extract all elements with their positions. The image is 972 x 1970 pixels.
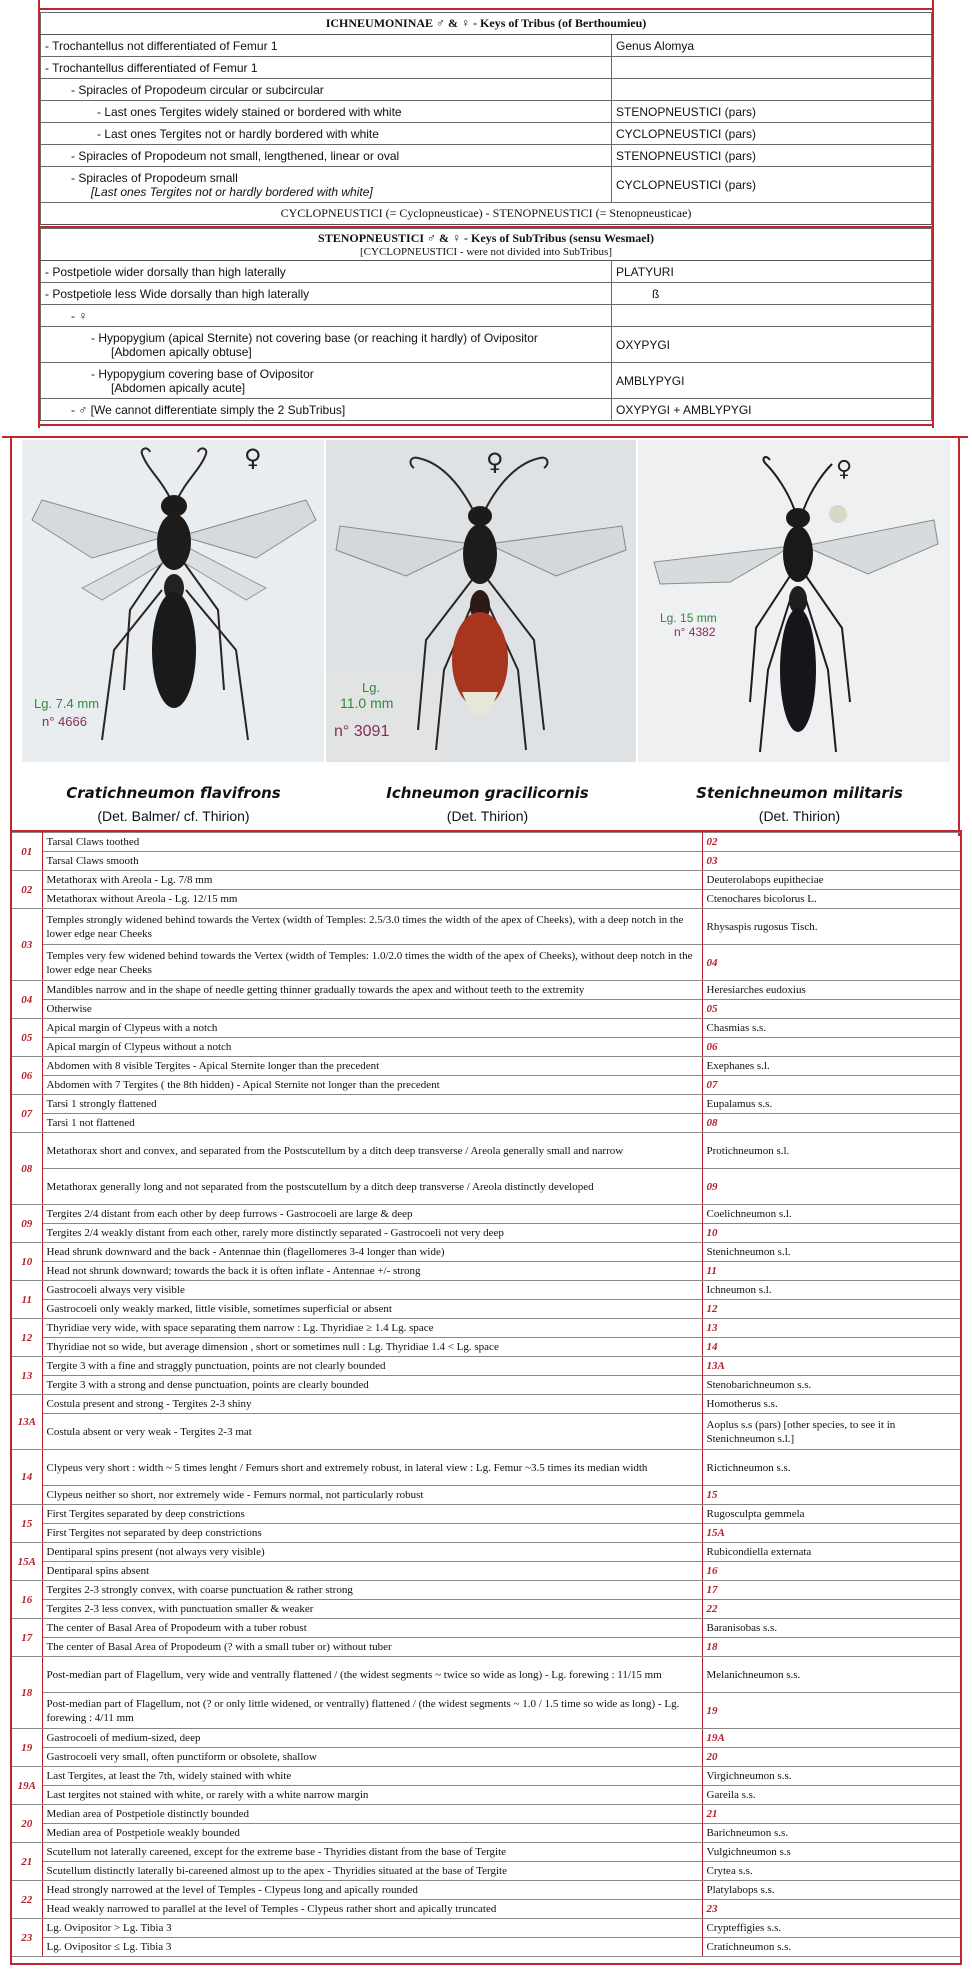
taxon-result: Crypteffigies s.s. — [702, 1919, 960, 1938]
key-result: AMBLYPYGI — [612, 363, 932, 399]
couplet-description: Mandibles narrow and in the shape of needle getting thinner gradually towards the apex and without teeth to the extremity — [42, 981, 702, 1000]
key-row — [12, 1786, 960, 1805]
couplet-lead-number: 16 — [702, 1562, 960, 1581]
couplet-description: Abdomen with 7 Tergites ( the 8th hidden) - Apical Sternite not longer than the precedent — [42, 1076, 702, 1095]
right-red-rule — [932, 0, 934, 428]
couplet-lead-number: 13 — [702, 1319, 960, 1338]
length-value: 11.0 mm — [340, 695, 394, 711]
couplet-description: Tarsi 1 strongly flattened — [42, 1095, 702, 1114]
key-result: STENOPNEUSTICI (pars) — [612, 101, 932, 123]
key-row — [12, 871, 960, 890]
key-row — [12, 1524, 960, 1543]
key-row — [12, 909, 960, 945]
key-note: [Last ones Tergites not or hardly bordered with white] — [91, 184, 373, 199]
table-row — [41, 145, 932, 167]
couplet-description: Lg. Ovipositor > Lg. Tibia 3 — [42, 1919, 702, 1938]
length-label: Lg. 7.4 mm — [34, 696, 100, 711]
couplet-description: Apical margin of Clypeus without a notch — [42, 1038, 702, 1057]
couplet-description: Apical margin of Clypeus with a notch — [42, 1019, 702, 1038]
wasp-image-3 — [638, 440, 950, 762]
couplet-description: Post-median part of Flagellum, very wide and ventrally flattened / (the widest segments ~ twice so wide as long) - Lg. forewing : 11/15 mm — [42, 1657, 702, 1693]
couplet-description: Gastrocoeli always very visible — [42, 1281, 702, 1300]
couplet-number: 17 — [12, 1619, 42, 1657]
couplet-description: Dentiparal spins present (not always very visible) — [42, 1543, 702, 1562]
key-result: STENOPNEUSTICI (pars) — [612, 145, 932, 167]
couplet-lead-number: 06 — [702, 1038, 960, 1057]
key-text: - Spiracles of Propodeum circular or subcircular — [41, 79, 612, 101]
specimen-number: n° 3091 — [334, 723, 390, 740]
couplet-description: Clypeus neither so short, nor extremely wide - Femurs normal, not particularly robust — [42, 1486, 702, 1505]
taxon-result: Deuterolabops eupitheciae — [702, 871, 960, 890]
key-result — [612, 79, 932, 101]
taxon-result: Heresiarches eudoxius — [702, 981, 960, 1000]
taxon-result: Virgichneumon s.s. — [702, 1767, 960, 1786]
couplet-description: Metathorax with Areola - Lg. 7/8 mm — [42, 871, 702, 890]
sex-symbol: ♀ — [836, 457, 853, 482]
key-text: - Spiracles of Propodeum not small, lengthened, linear or oval — [41, 145, 612, 167]
key-row — [12, 1076, 960, 1095]
couplet-lead-number: 19 — [702, 1693, 960, 1729]
sex-symbol: ♀ — [486, 448, 504, 476]
key-row — [12, 1729, 960, 1748]
couplet-description: First Tergites separated by deep constrictions — [42, 1505, 702, 1524]
couplet-description: Last tergites not stained with white, or rarely with a white narrow margin — [42, 1786, 702, 1805]
couplet-description: Temples strongly widened behind towards the Vertex (width of Temples: 2.5/3.0 times the width of the apex of Cheeks), with a deep notch in the lower edge near Cheeks — [42, 909, 702, 945]
species-det-2: (Det. Thirion) — [446, 808, 529, 824]
couplet-lead-number: 05 — [702, 1000, 960, 1019]
couplet-number: 15A — [12, 1543, 42, 1581]
couplet-description: Post-median part of Flagellum, not (? or only little widened, or ventrally) flattened / (the widest segments ~ 1.0 / 1.5 time so wide as long) - Lg. forewing : 4/11 mm — [42, 1693, 702, 1729]
taxon-result: Melanichneumon s.s. — [702, 1657, 960, 1693]
couplet-description: Lg. Ovipositor ≤ Lg. Tibia 3 — [42, 1938, 702, 1957]
key-result: ß — [612, 283, 932, 305]
key-text-line: - Spiracles of Propodeum small — [71, 170, 238, 185]
key-text: - ♀ — [41, 305, 612, 327]
species-name-3: Stenichneumon militaris — [696, 784, 903, 802]
key-row — [12, 1543, 960, 1562]
subtribus-key-title — [41, 229, 932, 261]
couplet-lead-number: 19A — [702, 1729, 960, 1748]
tribus-title-text: ICHNEUMONINAE ♂ & ♀ - Keys of Tribus (of Berthoumieu) — [325, 16, 647, 30]
key-row — [12, 1133, 960, 1169]
couplet-number: 09 — [12, 1205, 42, 1243]
key-text-line: - Hypopygium (apical Sternite) not covering base (or reaching it hardly) of Ovipositor — [91, 330, 538, 345]
key-text — [41, 327, 612, 363]
taxon-result: Homotherus s.s. — [702, 1395, 960, 1414]
couplet-number: 06 — [12, 1057, 42, 1095]
couplet-lead-number: 22 — [702, 1600, 960, 1619]
taxon-result: Stenichneumon s.l. — [702, 1243, 960, 1262]
key-row — [12, 1486, 960, 1505]
key-row — [12, 1450, 960, 1486]
couplet-description: Costula absent or very weak - Tergites 2-3 mat — [42, 1414, 702, 1450]
tribus-key-title — [41, 13, 932, 35]
taxon-result: Exephanes s.l. — [702, 1057, 960, 1076]
couplet-lead-number: 09 — [702, 1169, 960, 1205]
key-text: - ♂ [We cannot differentiate simply the 2 SubTribus] — [41, 399, 612, 421]
table-row — [41, 283, 932, 305]
key-row — [12, 1505, 960, 1524]
couplet-description: The center of Basal Area of Propodeum (? with a small tuber or) without tuber — [42, 1638, 702, 1657]
key-row — [12, 1919, 960, 1938]
genus-key-body — [12, 833, 960, 1957]
subtribus-key-table — [40, 228, 932, 421]
taxon-result: Vulgichneumon s.s — [702, 1843, 960, 1862]
key-row — [12, 1619, 960, 1638]
key-row — [12, 1414, 960, 1450]
table-footer-row — [41, 203, 932, 225]
key-result: OXYPYGI + AMBLYPYGI — [612, 399, 932, 421]
key-row — [12, 1338, 960, 1357]
abdomen-shape — [152, 592, 196, 708]
key-row — [12, 1095, 960, 1114]
taxon-result: Gareila s.s. — [702, 1786, 960, 1805]
couplet-description: Costula present and strong - Tergites 2-3 shiny — [42, 1395, 702, 1414]
couplet-lead-number: 10 — [702, 1224, 960, 1243]
couplet-description: Head shrunk downward and the back - Antennae thin (flagellomeres 3-4 longer than wide) — [42, 1243, 702, 1262]
couplet-number: 15 — [12, 1505, 42, 1543]
key-text — [41, 363, 612, 399]
couplet-description: Tarsi 1 not flattened — [42, 1114, 702, 1133]
key-row — [12, 1938, 960, 1957]
wasp-image-1 — [22, 440, 324, 762]
couplet-description: Metathorax without Areola - Lg. 12/15 mm — [42, 890, 702, 909]
taxon-result: Rictichneumon s.s. — [702, 1450, 960, 1486]
key-result — [612, 57, 932, 79]
couplet-lead-number: 20 — [702, 1748, 960, 1767]
tribus-footer: CYCLOPNEUSTICI (= Cyclopneusticae) - STENOPNEUSTICI (= Stenopneusticae) — [41, 203, 932, 225]
taxon-result: Crytea s.s. — [702, 1862, 960, 1881]
couplet-lead-number: 14 — [702, 1338, 960, 1357]
table-row — [41, 57, 932, 79]
couplet-description: Tergites 2-3 strongly convex, with coarse punctuation & rather strong — [42, 1581, 702, 1600]
key-row — [12, 1805, 960, 1824]
couplet-description: Metathorax short and convex, and separated from the Postscutellum by a ditch deep transverse / Areola generally small and narrow — [42, 1133, 702, 1169]
specimen-photo-1 — [22, 440, 324, 762]
wasp-image-2 — [326, 440, 636, 762]
table-row — [41, 79, 932, 101]
specimen-number: n° 4382 — [674, 625, 716, 639]
pin-head — [829, 505, 847, 523]
couplet-number: 22 — [12, 1881, 42, 1919]
taxon-result: Eupalamus s.s. — [702, 1095, 960, 1114]
key-row — [12, 1114, 960, 1133]
couplet-lead-number: 21 — [702, 1805, 960, 1824]
key-result — [612, 305, 932, 327]
couplet-description: First Tergites not separated by deep constrictions — [42, 1524, 702, 1543]
couplet-description: Gastrocoeli very small, often punctiform or obsolete, shallow — [42, 1748, 702, 1767]
species-name-1: Cratichneumon flavifrons — [66, 784, 281, 802]
couplet-description: Metathorax generally long and not separated from the postscutellum by a ditch deep transverse / Areola distinctly developed — [42, 1169, 702, 1205]
couplet-lead-number: 13A — [702, 1357, 960, 1376]
couplet-description: Tergite 3 with a fine and straggly punctuation, points are not clearly bounded — [42, 1357, 702, 1376]
key-row — [12, 1843, 960, 1862]
key-result: OXYPYGI — [612, 327, 932, 363]
abdomen-shape — [780, 608, 816, 732]
couplet-description: Scutellum not laterally careened, except for the extreme base - Thyridies distant from the base of Tergite — [42, 1843, 702, 1862]
key-text: - Last ones Tergites not or hardly bordered with white — [41, 123, 612, 145]
taxon-result: Cratichneumon s.s. — [702, 1938, 960, 1957]
key-row — [12, 1824, 960, 1843]
key-result: Genus Alomya — [612, 35, 932, 57]
key-text — [41, 167, 612, 203]
couplet-number: 07 — [12, 1095, 42, 1133]
couplet-description: Median area of Postpetiole weakly bounded — [42, 1824, 702, 1843]
subtribus-subtitle: [CYCLOPNEUSTICI - were not divided into SubTribus] — [360, 246, 612, 258]
couplet-number: 01 — [12, 833, 42, 871]
key-row — [12, 852, 960, 871]
couplet-description: Dentiparal spins absent — [42, 1562, 702, 1581]
specimen-photo-3 — [638, 440, 950, 762]
key-row — [12, 1169, 960, 1205]
table-row — [41, 399, 932, 421]
couplet-number: 23 — [12, 1919, 42, 1957]
couplet-description: Tarsal Claws toothed — [42, 833, 702, 852]
key-row — [12, 1038, 960, 1057]
table-row — [41, 167, 932, 203]
key-result: CYCLOPNEUSTICI (pars) — [612, 167, 932, 203]
key-row — [12, 1243, 960, 1262]
couplet-lead-number: 15A — [702, 1524, 960, 1543]
couplet-lead-number: 03 — [702, 852, 960, 871]
taxon-result: Rugosculpta gemmela — [702, 1505, 960, 1524]
species-det-3: (Det. Thirion) — [758, 808, 841, 824]
key-row — [12, 1900, 960, 1919]
genus-key-section — [10, 830, 962, 1965]
key-text: - Postpetiole wider dorsally than high laterally — [41, 261, 612, 283]
couplet-lead-number: 18 — [702, 1638, 960, 1657]
key-row — [12, 1205, 960, 1224]
key-row — [12, 1638, 960, 1657]
taxon-result: Ctenochares bicolorus L. — [702, 890, 960, 909]
key-row — [12, 1748, 960, 1767]
key-row — [12, 1862, 960, 1881]
subtribus-title-text: STENOPNEUSTICI ♂ & ♀ - Keys of SubTribus (sensu Wesmael) — [318, 231, 654, 245]
label-background — [326, 670, 446, 762]
couplet-description: Tergite 3 with a strong and dense punctuation, points are clearly bounded — [42, 1376, 702, 1395]
couplet-description: Scutellum distinctly laterally bi-careened almost up to the apex - Thyridies situated at the base of Tergite — [42, 1862, 702, 1881]
taxon-result: Stenobarichneumon s.s. — [702, 1376, 960, 1395]
length-label: Lg. 15 mm — [660, 611, 717, 625]
length-label: Lg. — [362, 680, 381, 695]
key-row — [12, 1693, 960, 1729]
tribus-key-table — [40, 12, 932, 225]
couplet-lead-number: 17 — [702, 1581, 960, 1600]
sex-symbol: ♀ — [244, 444, 262, 472]
couplet-description: Tergites 2/4 weakly distant from each other, rarely more distinctly separated - Gastrocoeli not very deep — [42, 1224, 702, 1243]
couplet-lead-number: 23 — [702, 1900, 960, 1919]
taxon-result: Rubicondiella externata — [702, 1543, 960, 1562]
couplet-description: Head weakly narrowed to parallel at the level of Temples - Clypeus rather short and apically truncated — [42, 1900, 702, 1919]
couplet-description: Head strongly narrowed at the level of Temples - Clypeus long and apically rounded — [42, 1881, 702, 1900]
couplet-lead-number: 04 — [702, 945, 960, 981]
table-row — [41, 261, 932, 283]
key-row — [12, 1262, 960, 1281]
couplet-description: Clypeus very short : width ~ 5 times lenght / Femurs short and extremely robust, in lateral view : Lg. Femur ~3.5 times its median width — [42, 1450, 702, 1486]
key-result: CYCLOPNEUSTICI (pars) — [612, 123, 932, 145]
couplet-lead-number: 07 — [702, 1076, 960, 1095]
table-row — [41, 327, 932, 363]
specimen-photo-2 — [326, 440, 636, 762]
specimen-photos-section — [0, 430, 972, 835]
table-row — [41, 363, 932, 399]
key-row — [12, 945, 960, 981]
genus-key-table — [12, 832, 960, 1957]
specimen-number: n° 4666 — [42, 714, 87, 729]
couplet-description: Tarsal Claws smooth — [42, 852, 702, 871]
taxon-result: Rhysaspis rugosus Tisch. — [702, 909, 960, 945]
couplet-number: 10 — [12, 1243, 42, 1281]
couplet-number: 08 — [12, 1133, 42, 1205]
couplet-lead-number: 15 — [702, 1486, 960, 1505]
key-note: [Abdomen apically acute] — [111, 380, 246, 395]
couplet-lead-number: 02 — [702, 833, 960, 852]
couplet-number: 04 — [12, 981, 42, 1019]
couplet-number: 02 — [12, 871, 42, 909]
couplet-description: Gastrocoeli of medium-sized, deep — [42, 1729, 702, 1748]
key-text: - Postpetiole less Wide dorsally than high laterally — [41, 283, 612, 305]
key-row — [12, 1767, 960, 1786]
couplet-number: 13A — [12, 1395, 42, 1450]
key-note: [Abdomen apically obtuse] — [111, 344, 252, 359]
key-row — [12, 1562, 960, 1581]
taxon-result: Coelichneumon s.l. — [702, 1205, 960, 1224]
couplet-description: Thyridiae very wide, with space separating them narrow : Lg. Thyridiae ≥ 1.4 Lg. space — [42, 1319, 702, 1338]
couplet-description: Tergites 2/4 distant from each other by deep furrows - Gastrocoeli are large & deep — [42, 1205, 702, 1224]
key-row — [12, 1057, 960, 1076]
couplet-number: 18 — [12, 1657, 42, 1729]
key-text: - Last ones Tergites widely stained or bordered with white — [41, 101, 612, 123]
couplet-lead-number: 11 — [702, 1262, 960, 1281]
key-row — [12, 1357, 960, 1376]
couplet-number: 14 — [12, 1450, 42, 1505]
key-row — [12, 981, 960, 1000]
couplet-description: Abdomen with 8 visible Tergites - Apical Sternite longer than the precedent — [42, 1057, 702, 1076]
couplet-number: 11 — [12, 1281, 42, 1319]
taxon-result: Baranisobas s.s. — [702, 1619, 960, 1638]
key-row — [12, 1581, 960, 1600]
couplet-number: 16 — [12, 1581, 42, 1619]
couplet-description: Thyridiae not so wide, but average dimension , short or sometimes null : Lg. Thyridiae 1.4 < Lg. space — [42, 1338, 702, 1357]
key-text-line: - Hypopygium covering base of Ovipositor — [91, 366, 314, 381]
key-text: - Trochantellus differentiated of Femur 1 — [41, 57, 612, 79]
key-result: PLATYURI — [612, 261, 932, 283]
taxon-result: Platylabops s.s. — [702, 1881, 960, 1900]
couplet-description: Median area of Postpetiole distinctly bounded — [42, 1805, 702, 1824]
table-row — [41, 101, 932, 123]
key-row — [12, 1881, 960, 1900]
couplet-lead-number: 12 — [702, 1300, 960, 1319]
couplet-number: 12 — [12, 1319, 42, 1357]
key-row — [12, 1600, 960, 1619]
couplet-number: 13 — [12, 1357, 42, 1395]
couplet-description: Last Tergites, at least the 7th, widely stained with white — [42, 1767, 702, 1786]
table-row — [41, 305, 932, 327]
table-row — [41, 123, 932, 145]
couplet-description: Tergites 2-3 less convex, with punctuation smaller & weaker — [42, 1600, 702, 1619]
key-row — [12, 1000, 960, 1019]
couplet-number: 05 — [12, 1019, 42, 1057]
species-det-1: (Det. Balmer/ cf. Thirion) — [97, 808, 250, 824]
key-row — [12, 1281, 960, 1300]
key-row — [12, 890, 960, 909]
table-row — [41, 35, 932, 57]
couplet-number: 03 — [12, 909, 42, 981]
taxon-result: Barichneumon s.s. — [702, 1824, 960, 1843]
couplet-description: The center of Basal Area of Propodeum with a tuber robust — [42, 1619, 702, 1638]
couplet-number: 21 — [12, 1843, 42, 1881]
couplet-number: 19A — [12, 1767, 42, 1805]
couplet-description: Head not shrunk downward; towards the back it is often inflate - Antennae +/- strong — [42, 1262, 702, 1281]
key-row — [12, 1319, 960, 1338]
couplet-number: 19 — [12, 1729, 42, 1767]
couplet-description: Otherwise — [42, 1000, 702, 1019]
bottom-red-rule — [38, 424, 934, 426]
key-row — [12, 833, 960, 852]
couplet-description: Temples very few widened behind towards the Vertex (width of Temples: 1.0/2.0 times the width of the apex of Cheeks), without deep notch in the lower edge near Cheeks — [42, 945, 702, 981]
key-row — [12, 1300, 960, 1319]
species-name-2: Ichneumon gracilicornis — [386, 784, 589, 802]
taxon-result: Aoplus s.s (pars) [other species, to see it in Stenichneumon s.l.] — [702, 1414, 960, 1450]
key-row — [12, 1019, 960, 1038]
key-row — [12, 1224, 960, 1243]
couplet-number: 20 — [12, 1805, 42, 1843]
key-text: - Trochantellus not differentiated of Femur 1 — [41, 35, 612, 57]
couplet-description: Gastrocoeli only weakly marked, little visible, sometimes superficial or absent — [42, 1300, 702, 1319]
top-red-rule — [38, 8, 934, 10]
key-row — [12, 1395, 960, 1414]
key-row — [12, 1376, 960, 1395]
couplet-lead-number: 08 — [702, 1114, 960, 1133]
key-row — [12, 1657, 960, 1693]
tribus-keys-section — [0, 0, 972, 428]
taxon-result: Ichneumon s.l. — [702, 1281, 960, 1300]
taxon-result: Chasmias s.s. — [702, 1019, 960, 1038]
taxon-result: Protichneumon s.l. — [702, 1133, 960, 1169]
